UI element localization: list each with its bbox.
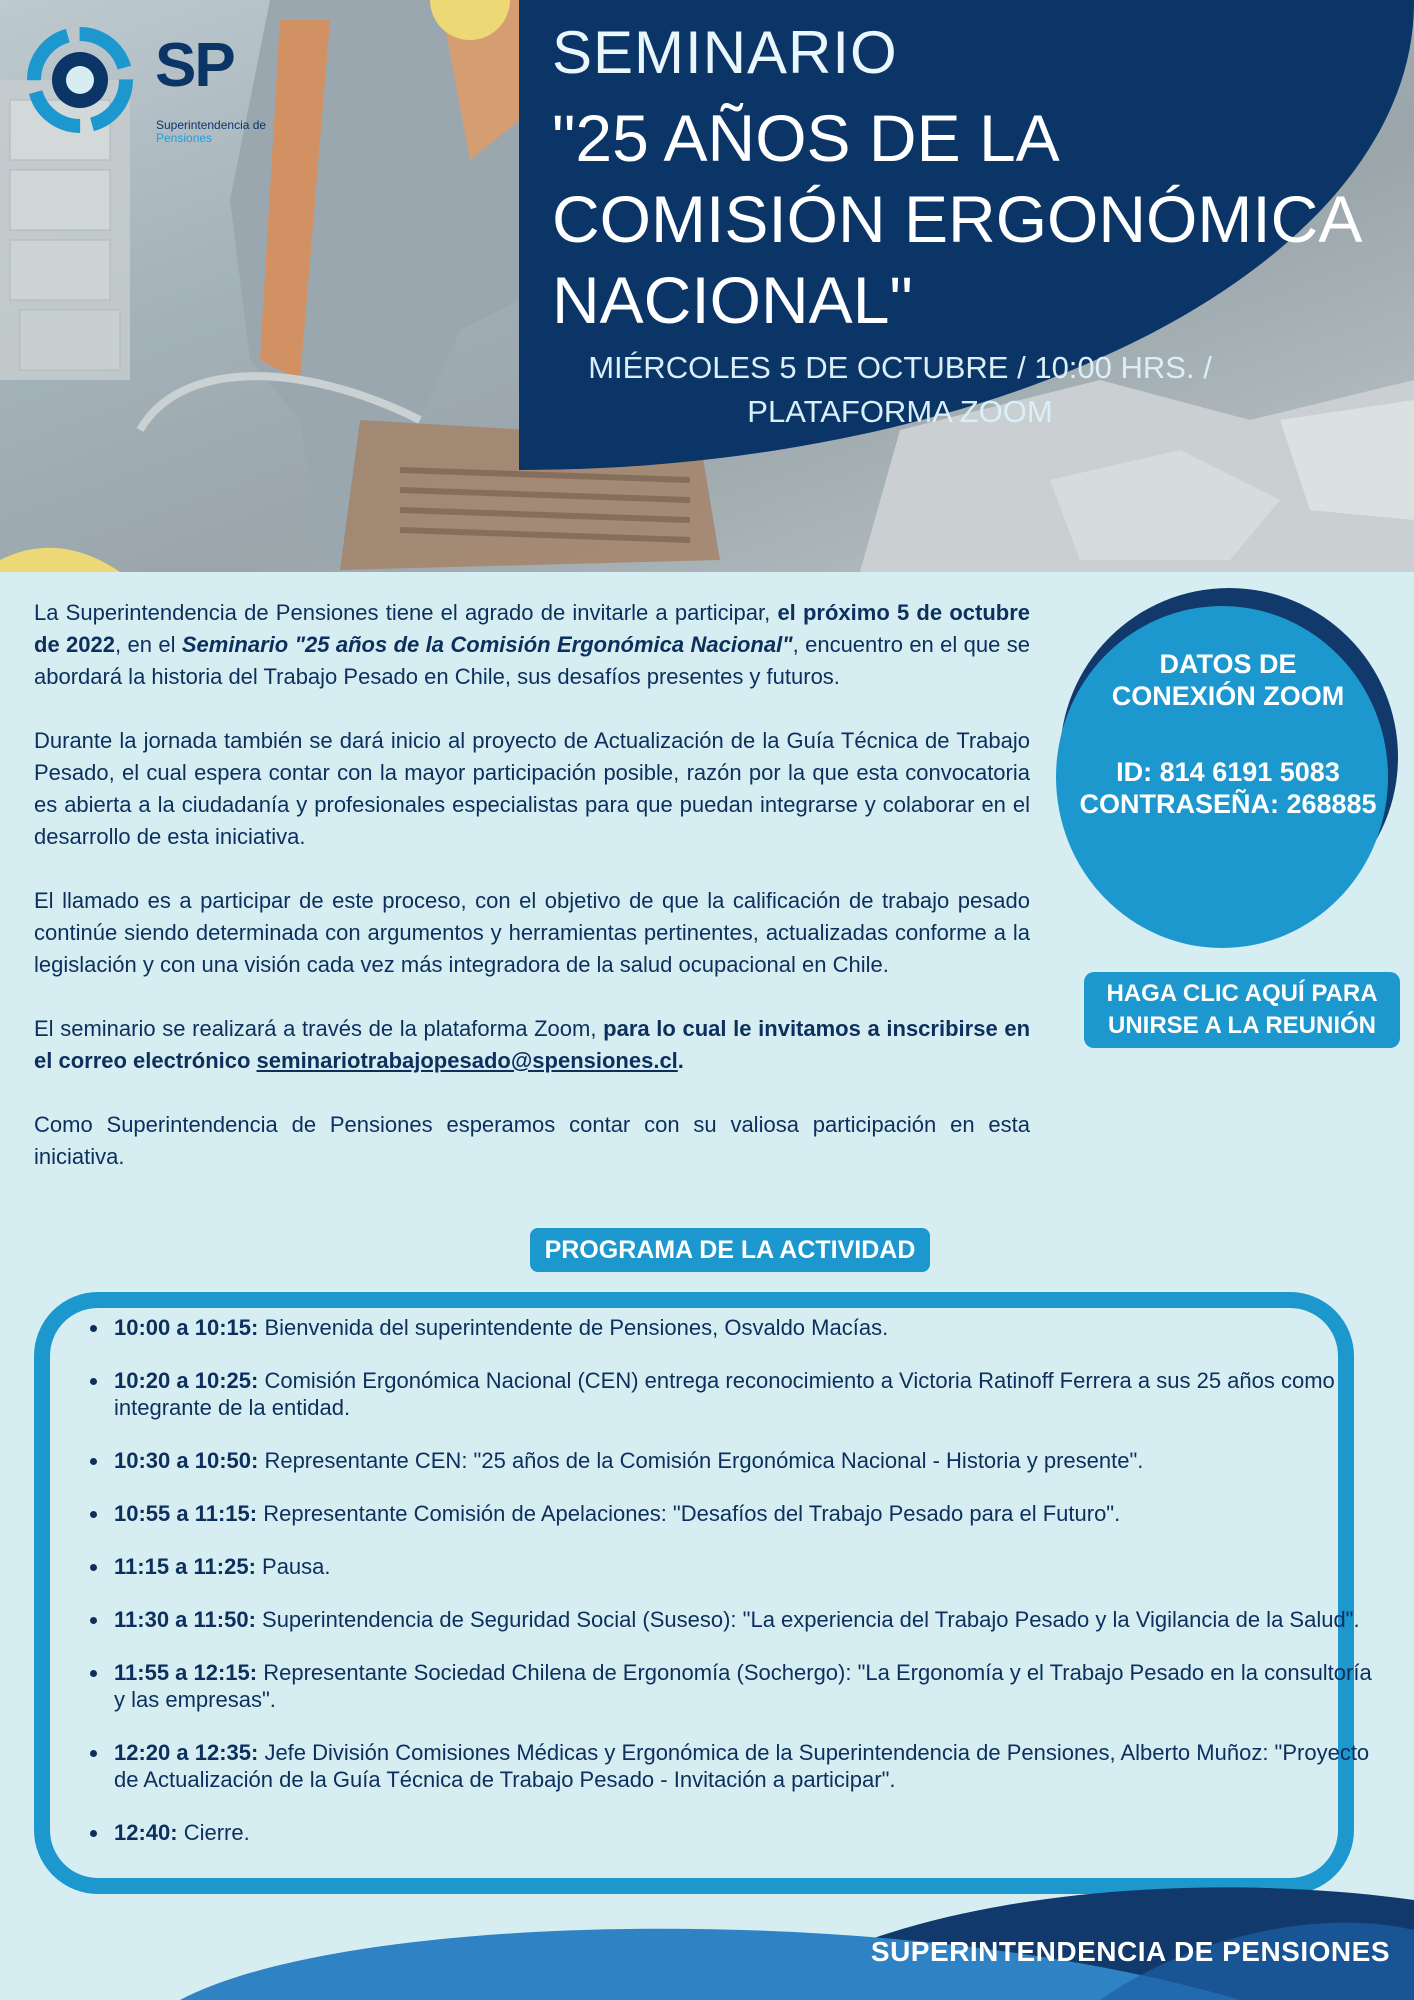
program-time: 11:15 a 11:25: [114, 1554, 256, 1579]
program-item [110, 1606, 1380, 1633]
event-date-line: MIÉRCOLES 5 DE OCTUBRE / 10:00 HRS. / PLATAFORMA ZOOM [588, 350, 1212, 429]
zoom-heading: DATOS DE [1159, 649, 1297, 679]
hero-banner [0, 0, 1414, 572]
closing-paragraph: Como Superintendencia de Pensiones esperamos contar con su valiosa participación en esta iniciativa. [34, 1112, 1030, 1169]
join-button-label: HAGA CLIC AQUÍ PARA [1106, 980, 1378, 1007]
intro-text: , en el [115, 632, 182, 657]
program-description: Representante Sociedad Chilena de Ergonomía (Sochergo): "La Ergonomía y el Trabajo Pesado en la consultoría y las empresas". [114, 1660, 1372, 1712]
footer-waves [0, 1870, 1414, 2000]
intro-text: , encuentro en el que se abordará la historia del Trabajo Pesado en Chile, sus desafíos presentes y futuros. [34, 632, 1030, 689]
program-item [110, 1739, 1380, 1793]
program-description: Representante CEN: "25 años de la Comisión Ergonómica Nacional - Historia y presente". [258, 1448, 1144, 1473]
seminar-name-highlight: Seminario "25 años de la Comisión Ergonómica Nacional" [181, 632, 793, 657]
program-time: 10:20 a 10:25: [114, 1368, 259, 1393]
program-description: Bienvenida del superintendente de Pensiones, Osvaldo Macías. [258, 1315, 889, 1340]
zoom-password: CONTRASEÑA: 268885 [1079, 789, 1377, 819]
invitation-text [34, 597, 1030, 1173]
logo-subtitle-accent: Pensiones [156, 131, 213, 145]
intro-paragraph [34, 597, 1030, 693]
event-date-highlight: el próximo 5 de octubre de 2022 [34, 600, 1030, 657]
logo-wordmark: SP [155, 31, 234, 100]
registration-period: . [677, 1048, 684, 1073]
program-time: 12:40: [114, 1820, 178, 1845]
intro-text: La Superintendencia de Pensiones tiene el agrado de invitarle a participar, [34, 600, 778, 625]
program-description: Superintendencia de Seguridad Social (Suseso): "La experiencia del Trabajo Pesado y la Vigilancia de la Salud". [255, 1607, 1360, 1632]
program-item [110, 1500, 1380, 1527]
program-time: 10:00 a 10:15: [114, 1315, 259, 1340]
program-item [110, 1819, 1380, 1846]
program-description: Cierre. [177, 1820, 250, 1845]
footer-org-name: SUPERINTENDENCIA DE PENSIONES [870, 1936, 1390, 1967]
seminar-label: SEMINARIO [552, 19, 898, 86]
program-item [110, 1367, 1380, 1421]
seminar-title: "25 AÑOS DE LA COMISIÓN ERGONÓMICA NACIONAL" [552, 101, 1359, 337]
program-title: PROGRAMA DE LA ACTIVIDAD [530, 1228, 930, 1272]
join-meeting-button[interactable] [1084, 972, 1400, 1048]
program-description: Comisión Ergonómica Nacional (CEN) entrega reconocimiento a Victoria Ratinoff Ferrera a sus 25 años como integrante de la entidad. [114, 1368, 1335, 1420]
zoom-meeting-id: ID: 814 6191 5083 [1116, 757, 1340, 787]
registration-paragraph [34, 1013, 1030, 1077]
program-item [110, 1447, 1380, 1474]
zoom-connection-details [1056, 648, 1400, 820]
program-time: 10:55 a 11:15: [114, 1501, 258, 1526]
join-button-label-2: UNIRSE A LA REUNIÓN [1107, 1012, 1376, 1039]
program-time: 10:30 a 10:50: [114, 1448, 259, 1473]
program-item [110, 1553, 1380, 1580]
program-description: Pausa. [255, 1554, 331, 1579]
program-item [110, 1314, 1380, 1341]
program-description: Jefe División Comisiones Médicas y Ergonómica de la Superintendencia de Pensiones, Alberto Muñoz: "Proyecto de Actualización de la Guía Técnica de Trabajo Pesado - Invitación a participar". [114, 1740, 1370, 1792]
program-time: 11:30 a 11:50: [114, 1607, 256, 1632]
program-description: Representante Comisión de Apelaciones: "Desafíos del Trabajo Pesado para el Futuro". [257, 1501, 1121, 1526]
program-list [82, 1314, 1380, 1872]
logo-subtitle: Superintendencia de [156, 118, 267, 132]
objective-paragraph: El llamado es a participar de este proceso, con el objetivo de que la calificación de trabajo pesado continúe siendo determinada con argumentos y herramientas pertinentes, actualizadas conforme a la legislación y con una visión cada vez más integradora de la salud ocupacional en Chile. [34, 888, 1030, 977]
zoom-heading-2: CONEXIÓN ZOOM [1111, 681, 1345, 711]
program-time: 12:20 a 12:35: [114, 1740, 259, 1765]
registration-email-link[interactable]: seminariotrabajopesado@spensiones.cl [256, 1048, 678, 1073]
program-time: 11:55 a 12:15: [114, 1660, 258, 1685]
project-paragraph: Durante la jornada también se dará inicio al proyecto de Actualización de la Guía Técnica de Trabajo Pesado, el cual espera contar con la mayor participación posible, razón por la que esta convocatoria es abierta a la ciudadanía y profesionales especialistas para que puedan integrarse y colaborar en el desarrollo de esta iniciativa. [34, 728, 1030, 849]
registration-highlight: para lo cual le invitamos a inscribirse en el correo electrónico [34, 1016, 1031, 1073]
program-item [110, 1659, 1380, 1713]
registration-text: El seminario se realizará a través de la plataforma Zoom, [34, 1016, 604, 1041]
